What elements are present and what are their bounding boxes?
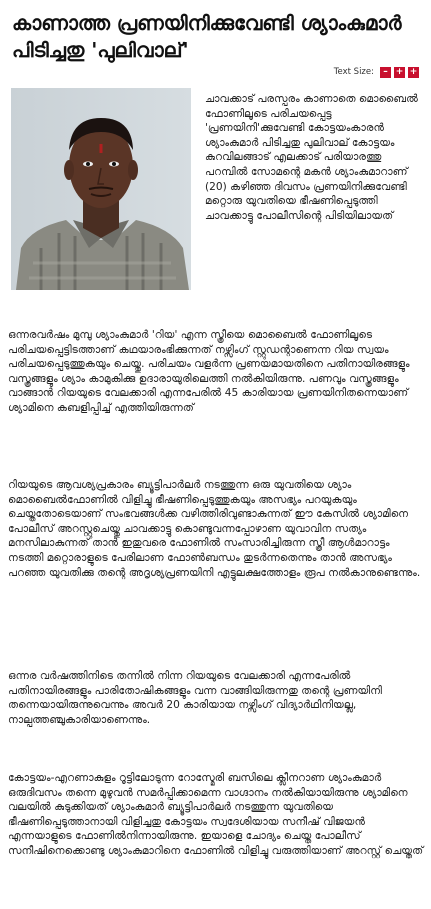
article-paragraph: കോട്ടയം-എറണാകുളം റൂട്ടിലോടുന്ന റോസ്മേരി ബസിലെ ക്ലീനറാണ ശ്യാംകുമാർ ഒരുദിവസം തന്നെ മുഴുവൻ സമർപ്പിക്കാമെന്ന വാഗ്ദാനം നൽകിയായിരുന്നു ശ്യാമിനെ വലയിൽ കുടുക്കിയത് ശ്യാംകുമാർ ബ്യൂട്ടിപാർലർ നടത്തുന്ന യുവതിയെ ഭീഷണിപ്പെടുത്താനായി വിളിച്ചതു കോട്ടയം സ്വദേശിയായ സനീഷ് വിജയൻ എന്നയാളുടെ ഫോണിൽനിന്നായിരുന്നു. ഇയാളെ ചോദ്യം ചെയ്ത പോലീസ് സനീഷിനെക്കൊണ്ടു ശ്യാംകുമാറിനെ ഫോണിൽ വിളിച്ചു വരുത്തിയാണ് അറസ്റ്റ് ചെയ്തത്: [8, 772, 424, 857]
article-paragraph: ഒന്നര വർഷത്തിനിടെ തന്നിൽ നിന്ന റിയയുടെ വേലക്കാരി എന്നപേരിൽ പതിനായിരങ്ങളും പാരിതോഷികങ്ങളും വന്ന വാങ്ങിയിരുന്നതു തന്റെ പ്രണയിനി തന്നെയായിരുന്നുവെന്നും അവർ 20 കാരിയായ നഴ്സിംഗ് വിദ്യാർഥിനിയല്ല, നാല്പത്തഞ്ചുകാരിയാണെന്നും.: [8, 670, 382, 726]
person-portrait-image: [11, 88, 191, 290]
text-size-decrease-button[interactable]: –: [380, 67, 391, 78]
text-size-increase-button[interactable]: +: [395, 66, 404, 77]
text-size-controls: [334, 66, 419, 78]
text-size-increase-more-button[interactable]: +: [409, 66, 418, 77]
article-intro: ചാവക്കാട് പരസ്പരം കാണാതെ മൊബൈൽ ഫോണിലൂടെ പരിചയപ്പെട്ട 'പ്രണയിനി'ക്കുവേണ്ടി കോട്ടയംകാരൻ ശ്യാംകുമാർ പിടിച്ചതു പുലിവാല് കോട്ടയം കുറവിലങ്ങാട് എലക്കാട് പരിയാരത്തു പറമ്പിൽ സോമന്റെ മകൻ ശ്യാംകുമാറാണ് (20) കഴിഞ്ഞ ദിവസം പ്രണയിനിക്കുവേണ്ടി മറ്റൊരു യുവതിയെ ഭീഷണിപ്പെടുത്തി ചാവക്കാട്ടു പോലീസിന്റെ പിടിയിലായത്: [205, 93, 418, 222]
text-size-label: Text Size:: [333, 67, 374, 77]
article-photo: [11, 88, 191, 290]
article-paragraph: ഒന്നരവർഷം മുമ്പു ശ്യാംകുമാർ 'റിയ' എന്ന സ്ത്രീയെ മൊബൈൽ ഫോണിലൂടെ പരിചയപ്പെട്ടിടത്താണ് കഥയാരംഭിക്കുന്നത് നഴ്സിംഗ് സ്റ്റുഡന്റാണെന്ന റിയ സ്വയം പരിചയപ്പെടുത്തുകയും ചെയ്തു. പരിചയം വളർന്ന പ്രണയമായതിനെ പതിനായിരങ്ങളും വസ്ത്രങ്ങളും ശ്യാം കാമുകിക്കു ഉദാരായുരിലെത്തി നൽകിയിരുന്നു. പണവും വസ്ത്രങ്ങളും വാങ്ങാൻ റിയയുടെ വേലക്കാരി എന്നപേരിൽ 45 കാരിയായ പ്രണയിനിതന്നെയാണ് ശ്യാമിനെ കബളിപ്പിച്ച് എത്തിയിരുന്നത്: [8, 329, 410, 414]
article-paragraph: റിയയുടെ ആവശ്യപ്രകാരം ബ്യൂട്ടിപാർലർ നടത്തുന്ന ഒരു യുവതിയെ ശ്യാം മൊബൈൽഫോണിൽ വിളിച്ചു ഭീഷണിപ്പെടുത്തുകയും അസഭ്യം പറയുകയും ചെയ്തതോടെയാണ് സംഭവങ്ങൾക്ക വഴിത്തിരിവുണ്ടാകുന്നത് ഈ കേസിൽ ശ്യാമിനെ പോലീസ് അറസ്റ്റുചെയ്തു ചാവക്കാട്ടു കൊണ്ടുവന്നപ്പോഴാണ യുവാവിന സത്യം മനസിലാകുന്നത് താൻ ഇതുവരെ ഫോണിൽ സംസാരിച്ചിരുന്ന സ്ത്രീ ആൾമാറാട്ടം നടത്തി മറ്റൊരാളുടെ പേരിലാണ ഫോൺബന്ധം തുടർന്നതെന്നും താൻ അസഭ്യം പറഞ്ഞ യുവതിക്കു തന്റെ അദൃശ്യപ്രണയിനി എട്ടുലക്ഷത്തോളം രൂപ നൽകാനുണ്ടെന്നും.: [8, 479, 421, 579]
article-headline: കാണാത്ത പ്രണയിനിക്കുവേണ്ടി ശ്യാംകുമാർ പിടിച്ചതു 'പുലിവാല്': [12, 11, 402, 62]
